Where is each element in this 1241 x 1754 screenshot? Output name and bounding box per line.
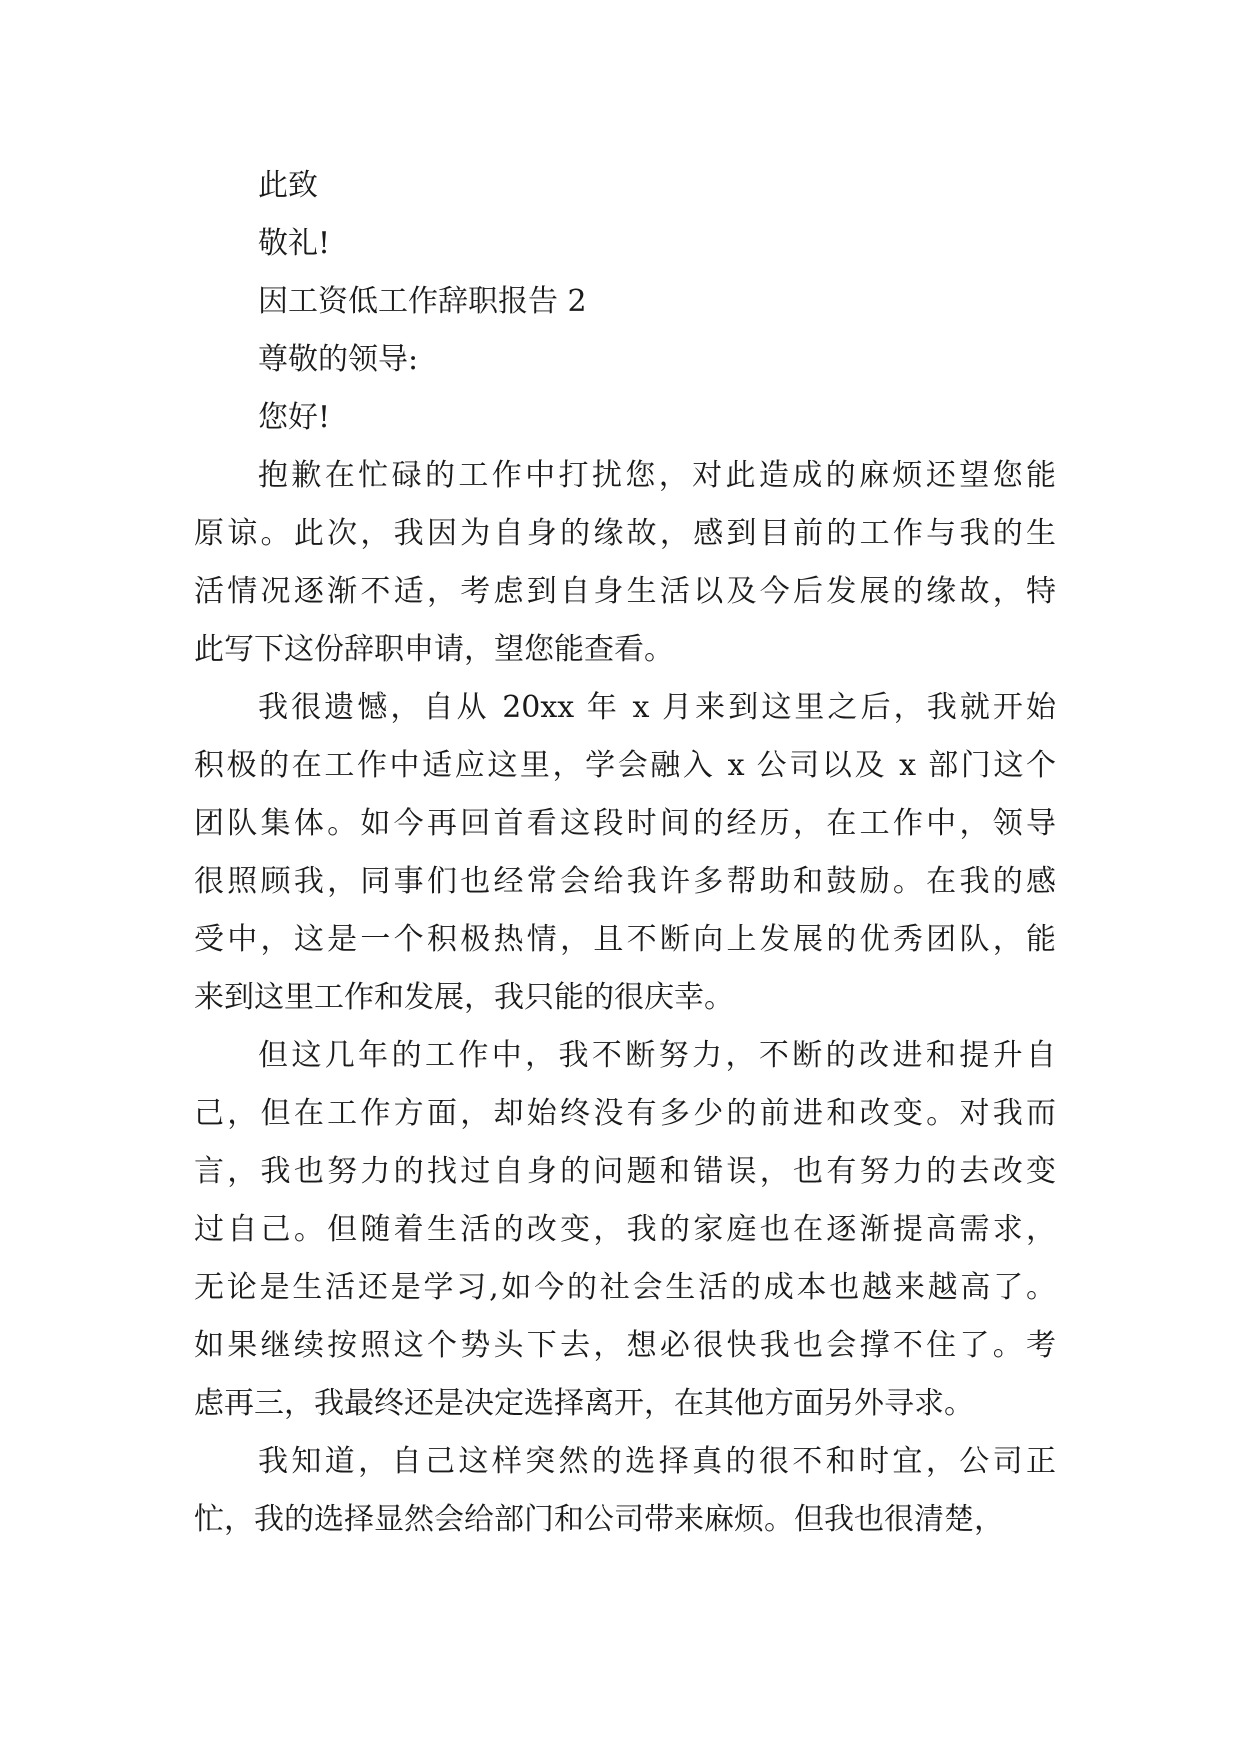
paragraph-line: 来到这里工作和发展，我只能的很庆幸。 xyxy=(194,980,734,1015)
paragraph-line: 言，我也努力的找过自身的问题和错误，也有努力的去改变 xyxy=(194,1154,1056,1189)
paragraph-line: 原谅。此次，我因为自身的缘故，感到目前的工作与我的生 xyxy=(194,516,1056,551)
paragraph-line: 忙，我的选择显然会给部门和公司带来麻烦。但我也很清楚， xyxy=(194,1502,1004,1537)
paragraph-line: 很照顾我，同事们也经常会给我许多帮助和鼓励。在我的感 xyxy=(194,864,1056,899)
paragraph-line: 如果继续按照这个势头下去，想必很快我也会撑不住了。考 xyxy=(194,1328,1056,1363)
greeting: 您好! xyxy=(258,400,331,435)
report-title: 因工资低工作辞职报告 2 xyxy=(258,284,587,319)
paragraph-line: 受中，这是一个积极热情，且不断向上发展的优秀团队，能 xyxy=(194,922,1056,957)
paragraph-line: 积极的在工作中适应这里，学会融入 x 公司以及 x 部门这个 xyxy=(194,748,1056,783)
paragraph-experience xyxy=(194,679,1056,1027)
closing-line: 敬礼! xyxy=(258,226,331,261)
paragraph-line: 我知道，自己这样突然的选择真的很不和时宜，公司正 xyxy=(258,1444,1056,1479)
paragraph-acknowledgement xyxy=(194,1433,1056,1549)
paragraph-line: 己，但在工作方面，却始终没有多少的前进和改变。对我而 xyxy=(194,1096,1056,1131)
paragraph-reason xyxy=(194,1027,1056,1433)
paragraph-line: 团队集体。如今再回首看这段时间的经历，在工作中，领导 xyxy=(194,806,1056,841)
paragraph-apology xyxy=(194,447,1056,679)
paragraph-line: 但这几年的工作中，我不断努力，不断的改进和提升自 xyxy=(258,1038,1056,1073)
paragraph-line: 过自己。但随着生活的改变，我的家庭也在逐渐提高需求， xyxy=(194,1212,1056,1247)
paragraph-line: 虑再三，我最终还是决定选择离开，在其他方面另外寻求。 xyxy=(194,1386,974,1421)
salutation: 尊敬的领导: xyxy=(258,342,419,377)
paragraph-line: 抱歉在忙碌的工作中打扰您，对此造成的麻烦还望您能 xyxy=(258,458,1056,493)
paragraph-line: 无论是生活还是学习,如今的社会生活的成本也越来越高了。 xyxy=(194,1270,1056,1305)
paragraph-line: 我很遗憾，自从 20xx 年 x 月来到这里之后，我就开始 xyxy=(258,690,1056,725)
closing-line: 此致 xyxy=(258,168,318,203)
paragraph-line: 此写下这份辞职申请，望您能查看。 xyxy=(194,632,674,667)
paragraph-line: 活情况逐渐不适，考虑到自身生活以及今后发展的缘故，特 xyxy=(194,574,1056,609)
document-body xyxy=(194,157,1056,1549)
